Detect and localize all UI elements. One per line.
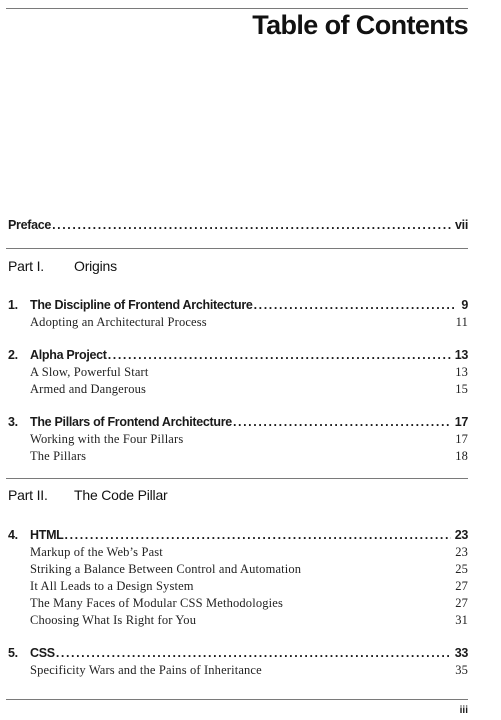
- section-title: A Slow, Powerful Start: [30, 365, 149, 379]
- toc-section[interactable]: [30, 382, 468, 397]
- section-title: Choosing What Is Right for You: [30, 613, 197, 627]
- section-page: 31: [455, 613, 468, 627]
- section-title: Striking a Balance Between Control and Automation: [30, 562, 302, 576]
- section-title: Specificity Wars and the Pains of Inheritance: [30, 663, 262, 677]
- dot-leader: [52, 218, 451, 232]
- chapter-number: 3.: [8, 415, 18, 429]
- preface-page: vii: [455, 218, 468, 232]
- part-title: Origins: [74, 258, 117, 274]
- toc-section[interactable]: [30, 449, 468, 464]
- section-page: 15: [455, 382, 468, 396]
- toc-section[interactable]: [30, 596, 468, 611]
- toc-entry-chapter-1[interactable]: [8, 298, 468, 312]
- toc-entry-preface[interactable]: [8, 218, 468, 232]
- section-title: It All Leads to a Design System: [30, 579, 194, 593]
- section-page: 25: [455, 562, 468, 576]
- divider: [6, 248, 468, 249]
- chapter-title: The Pillars of Frontend Architecture: [30, 415, 232, 429]
- chapter-page: 17: [454, 415, 468, 429]
- section-page: 11: [455, 315, 468, 329]
- section-title: Armed and Dangerous: [30, 382, 147, 396]
- section-page: 17: [455, 432, 468, 446]
- part-number: Part I.: [8, 258, 44, 274]
- part-number: Part II.: [8, 487, 48, 503]
- section-page: 13: [455, 365, 468, 379]
- dot-leader: [65, 528, 451, 542]
- footer-rule: [6, 699, 468, 700]
- section-page: 23: [455, 545, 468, 559]
- footer-page-number: iii: [459, 705, 468, 716]
- dot-leader: [108, 348, 451, 362]
- toc-entry-chapter-3[interactable]: [8, 415, 468, 429]
- section-title: The Many Faces of Modular CSS Methodologies: [30, 596, 283, 610]
- section-page: 27: [455, 596, 468, 610]
- section-title: The Pillars: [30, 449, 87, 463]
- dot-leader: [56, 646, 451, 660]
- chapter-title: The Discipline of Frontend Architecture: [30, 298, 253, 312]
- toc-section[interactable]: [30, 663, 468, 678]
- chapter-title: HTML: [30, 528, 64, 542]
- section-title: Adopting an Architectural Process: [30, 315, 207, 329]
- page-title: Table of Contents: [252, 10, 468, 40]
- chapter-title: CSS: [30, 646, 55, 660]
- toc-entry-chapter-5[interactable]: [8, 646, 468, 660]
- chapter-number: 1.: [8, 298, 18, 312]
- dot-leader: [233, 415, 451, 429]
- toc-section[interactable]: [30, 432, 468, 447]
- part-heading-2: [8, 487, 168, 503]
- toc-section[interactable]: [30, 613, 468, 628]
- section-page: 35: [455, 663, 468, 677]
- chapter-page: 23: [454, 528, 468, 542]
- chapter-page: 13: [454, 348, 468, 362]
- section-title: Working with the Four Pillars: [30, 432, 184, 446]
- part-title: The Code Pillar: [74, 487, 168, 503]
- toc-section[interactable]: [30, 545, 468, 560]
- chapter-title: Alpha Project: [30, 348, 107, 362]
- toc-section[interactable]: [30, 365, 468, 380]
- chapter-page: 33: [454, 646, 468, 660]
- section-page: 27: [455, 579, 468, 593]
- chapter-page: 9: [461, 298, 468, 312]
- section-page: 18: [455, 449, 468, 463]
- chapter-number: 2.: [8, 348, 18, 362]
- toc-section[interactable]: [30, 579, 468, 594]
- toc-section[interactable]: [30, 315, 468, 330]
- part-heading-1: [8, 258, 117, 274]
- preface-label: Preface: [8, 218, 52, 232]
- chapter-number: 4.: [8, 528, 18, 542]
- chapter-number: 5.: [8, 646, 18, 660]
- divider: [6, 478, 468, 479]
- top-rule: [6, 8, 468, 9]
- toc-section[interactable]: [30, 562, 468, 577]
- section-title: Markup of the Web’s Past: [30, 545, 163, 559]
- toc-entry-chapter-4[interactable]: [8, 528, 468, 542]
- toc-entry-chapter-2[interactable]: [8, 348, 468, 362]
- dot-leader: [254, 298, 458, 312]
